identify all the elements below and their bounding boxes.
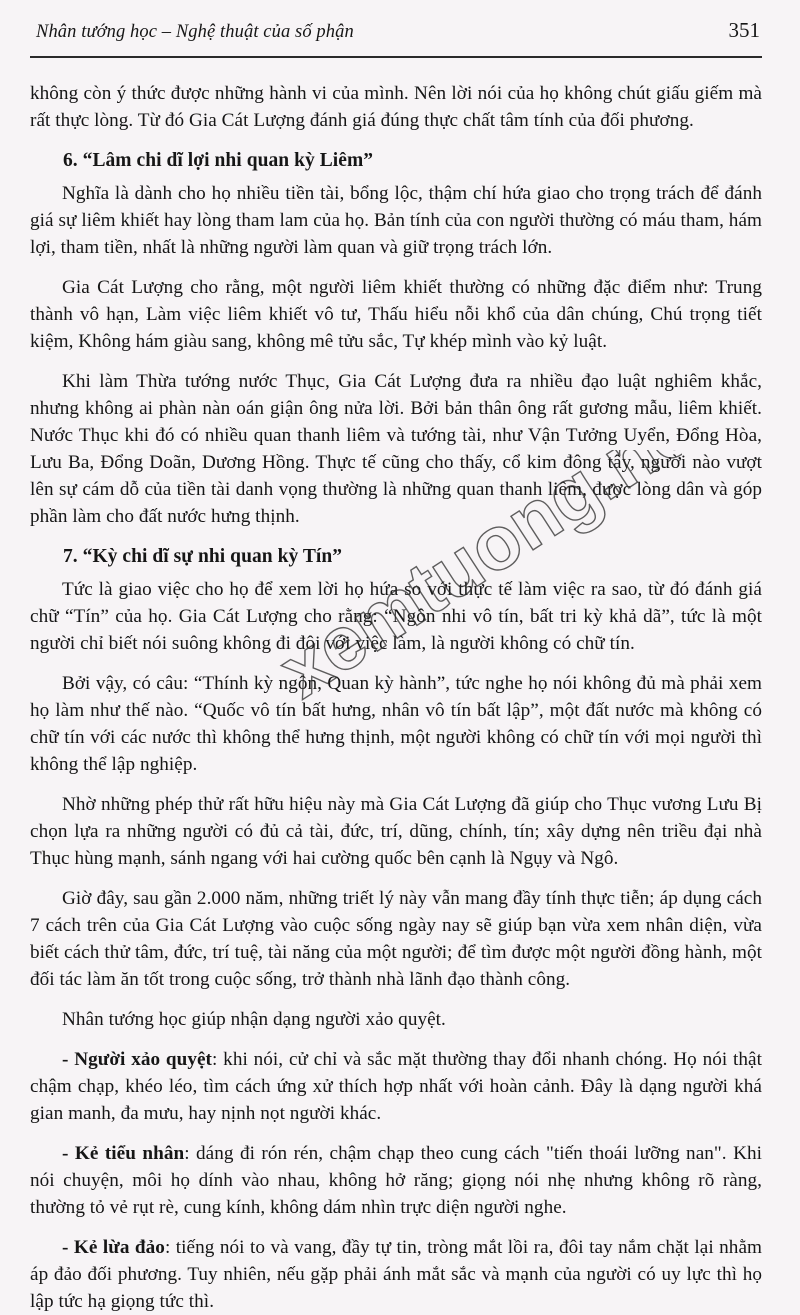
paragraph: Gia Cát Lượng cho rằng, một người liêm khiết thường có những đặc điểm như: Trung thành vô hạn, Làm việc liêm khiết vô tư, Thấu hiểu nỗi khổ của dân chúng, Chú trọng tiết kiệm, Không hám giàu sang, không mê tửu sắc, Tự khép mình vào kỷ luật.	[30, 277, 762, 352]
page-number: 351	[728, 18, 760, 42]
paragraph: Giờ đây, sau gần 2.000 năm, những triết lý này vẫn mang đầy tính thực tiễn; áp dụng cách 7 cách trên của Gia Cát Lượng vào cuộc sống ngày nay sẽ giúp bạn vừa xem nhân diện, vừa biết cách thử tâm, đức, trí tuệ, tài năng của một người; để tìm được một người đồng hành, một đối tác làm ăn tốt trong cuộc sống, trở thành nhà lãnh đạo thành công.	[30, 888, 762, 990]
definition-petty-person	[30, 1140, 762, 1221]
definition-term: - Người xảo quyệt	[62, 1049, 213, 1070]
definition-term: - Kẻ lừa đảo	[62, 1237, 165, 1258]
page-body	[30, 80, 762, 1315]
paragraph: Nghĩa là dành cho họ nhiều tiền tài, bổng lộc, thậm chí hứa giao cho trọng trách để đánh giá sự liêm khiết hay lòng tham lam của họ. Bản tính của con người thường có máu tham, hám lợi, tham tiền, nhất là những người làm quan và giữ trọng trách lớn.	[30, 183, 762, 258]
section-heading-6: 6. “Lâm chi dĩ lợi nhi quan kỳ Liêm”	[63, 150, 374, 171]
header-rule	[30, 56, 762, 58]
paragraph: Tức là giao việc cho họ để xem lời họ hứa so với thực tế làm việc ra sao, từ đó đánh giá chữ “Tín” của họ. Gia Cát Lượng cho rằng: “Ngôn nhi vô tín, bất tri kỳ khả dã”, tức là một người chỉ biết nói suông không đi đôi với việc làm, là người không có chữ tín.	[30, 579, 762, 654]
paragraph: Nhân tướng học giúp nhận dạng người xảo quyệt.	[62, 1009, 446, 1030]
definition-text: : khi nói, cử chỉ và sắc mặt thường thay đổi nhanh chóng. Họ nói thật chậm chạp, khéo léo, tìm cách ứng xử thích hợp nhất với hoàn cảnh. Đây là dạng người khá gian manh, đa mưu, hay nịnh nọt người khác.	[30, 1049, 762, 1124]
definition-deceitful-person	[30, 1046, 762, 1127]
section-heading-7: 7. “Kỳ chi dĩ sự nhi quan kỳ Tín”	[63, 546, 343, 567]
running-header	[30, 18, 762, 50]
definition-term: - Kẻ tiểu nhân	[62, 1143, 185, 1164]
paragraph: Bởi vậy, có câu: “Thính kỳ ngôn, Quan kỳ hành”, tức nghe họ nói không đủ mà phải xem họ làm như thế nào. “Quốc vô tín bất hưng, nhân vô tín bất lập”, một đất nước mà không có chữ tín với các nước thì không thể hưng thịnh, một người không có chữ tín với mọi người thì không thể lập nghiệp.	[30, 673, 762, 775]
running-header-title: Nhân tướng học – Nghệ thuật của số phận	[36, 22, 354, 42]
watermark-text: xemtuong.net	[264, 450, 682, 715]
definition-text: : dáng đi rón rén, chậm chạp theo cung cách "tiến thoái lưỡng nan". Khi nói chuyện, môi họ dính vào nhau, không hở răng; giọng nói nhẹ nhưng không rõ ràng, thường tỏ vẻ rụt rè, cung kính, không dám nhìn trực diện người nghe.	[30, 1143, 763, 1218]
definition-text: : tiếng nói to và vang, đầy tự tin, tròng mắt lồi ra, đôi tay nắm chặt lại nhằm áp đảo đối phương. Tuy nhiên, nếu gặp phải ánh mắt sắc và mạnh của người có uy lực thì họ lập tức hạ giọng tức thì.	[30, 1237, 762, 1312]
paragraph: Nhờ những phép thử rất hữu hiệu này mà Gia Cát Lượng đã giúp cho Thục vương Lưu Bị chọn lựa ra những người có đủ cả tài, đức, trí, dũng, chính, tín; xây dựng nên triều đại nhà Thục hùng mạnh, sánh ngang với hai cường quốc bên cạnh là Ngụy và Ngô.	[30, 794, 762, 869]
definition-swindler	[30, 1234, 762, 1315]
paragraph-continued: không còn ý thức được những hành vi của mình. Nên lời nói của họ không chút giấu giếm mà rất thực lòng. Từ đó Gia Cát Lượng đánh giá đúng thực chất tâm tính của đối phương.	[30, 83, 762, 131]
paragraph: Khi làm Thừa tướng nước Thục, Gia Cát Lượng đưa ra nhiều đạo luật nghiêm khắc, nhưng không ai phàn nàn oán giận ông nửa lời. Bởi bản thân ông rất gương mẫu, liêm khiết. Nước Thục khi đó có nhiều quan thanh liêm và tướng tài, như Vận Tưởng Uyển, Đổng Hòa, Lưu Ba, Đổng Doãn, Dương Hồng. Thực tế cũng cho thấy, cổ kim đông tây, người nào vượt lên sự cám dỗ của tiền tài danh vọng thường là những quan thanh liêm, được lòng dân và góp phần làm cho đất nước hưng thịnh.	[30, 371, 762, 527]
